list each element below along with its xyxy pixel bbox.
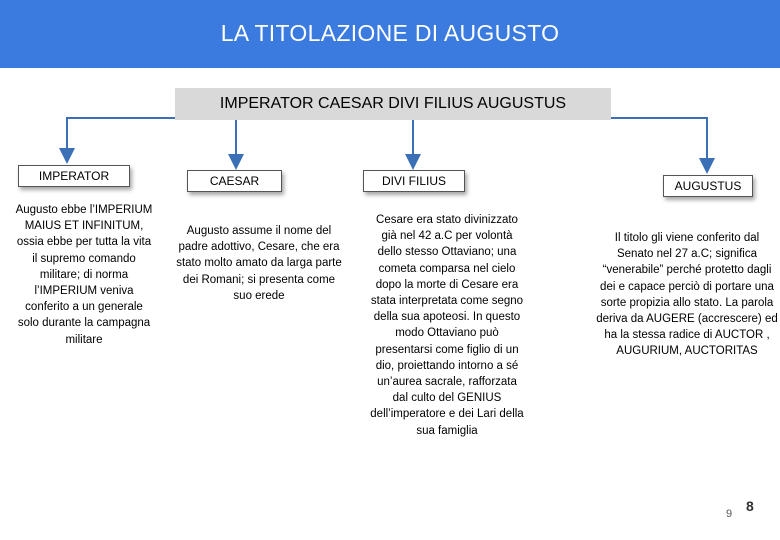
augustus-description: Il titolo gli viene conferito dal Senato nel 27 a.C; significa “venerabile” perché protetto dagli dei e capace perciò di portare una sorte propizia allo stato. La parola deriva da AUGERE (accrescere) ed ha la stessa radice di AUCTOR , AUGURIUM, AUCTORITAS (596, 232, 778, 358)
page-number-small: 9 (726, 508, 733, 520)
caesar-box: CAESAR (187, 170, 282, 192)
page-title: LA TITOLAZIONE DI AUGUSTO (220, 20, 560, 46)
connector-imperator (67, 118, 175, 160)
divi-filius-description: Cesare era stato divinizzato già nel 42 a.C per volontà dello stesso Ottaviano; una cometa comparsa nel cielo dopo la morte di Cesare era stata interpretata come segno della sua apoteosi. In questo modo Ottaviano può presentarsi come figlio di un dio, proiettando intorno a sé un’aurea sacrale, rafforzata dal culto del GENIUS dell’imperatore e dei Lari della sua famiglia (370, 214, 524, 437)
divi-filius-box: DIVI FILIUS (363, 170, 465, 192)
augustus-box: AUGUSTUS (663, 175, 753, 197)
caesar-description: Augusto assume il nome del padre adottivo, Cesare, che era stato molto amato da larga parte dei Romani; si presenta come suo erede (176, 225, 342, 302)
main-title-box: IMPERATOR CAESAR DIVI FILIUS AUGUSTUS (175, 88, 611, 120)
imperator-description: Augusto ebbe l’IMPERIUM MAIUS ET INFINITUM, ossia ebbe per tutta la vita il supremo comando militare; di norma l’IMPERIUM veniva conferito a un generale solo durante la campagna militare (15, 204, 153, 346)
imperator-box: IMPERATOR (18, 165, 130, 187)
page-number-large: 8 (746, 498, 754, 514)
connector-augustus (611, 118, 707, 170)
